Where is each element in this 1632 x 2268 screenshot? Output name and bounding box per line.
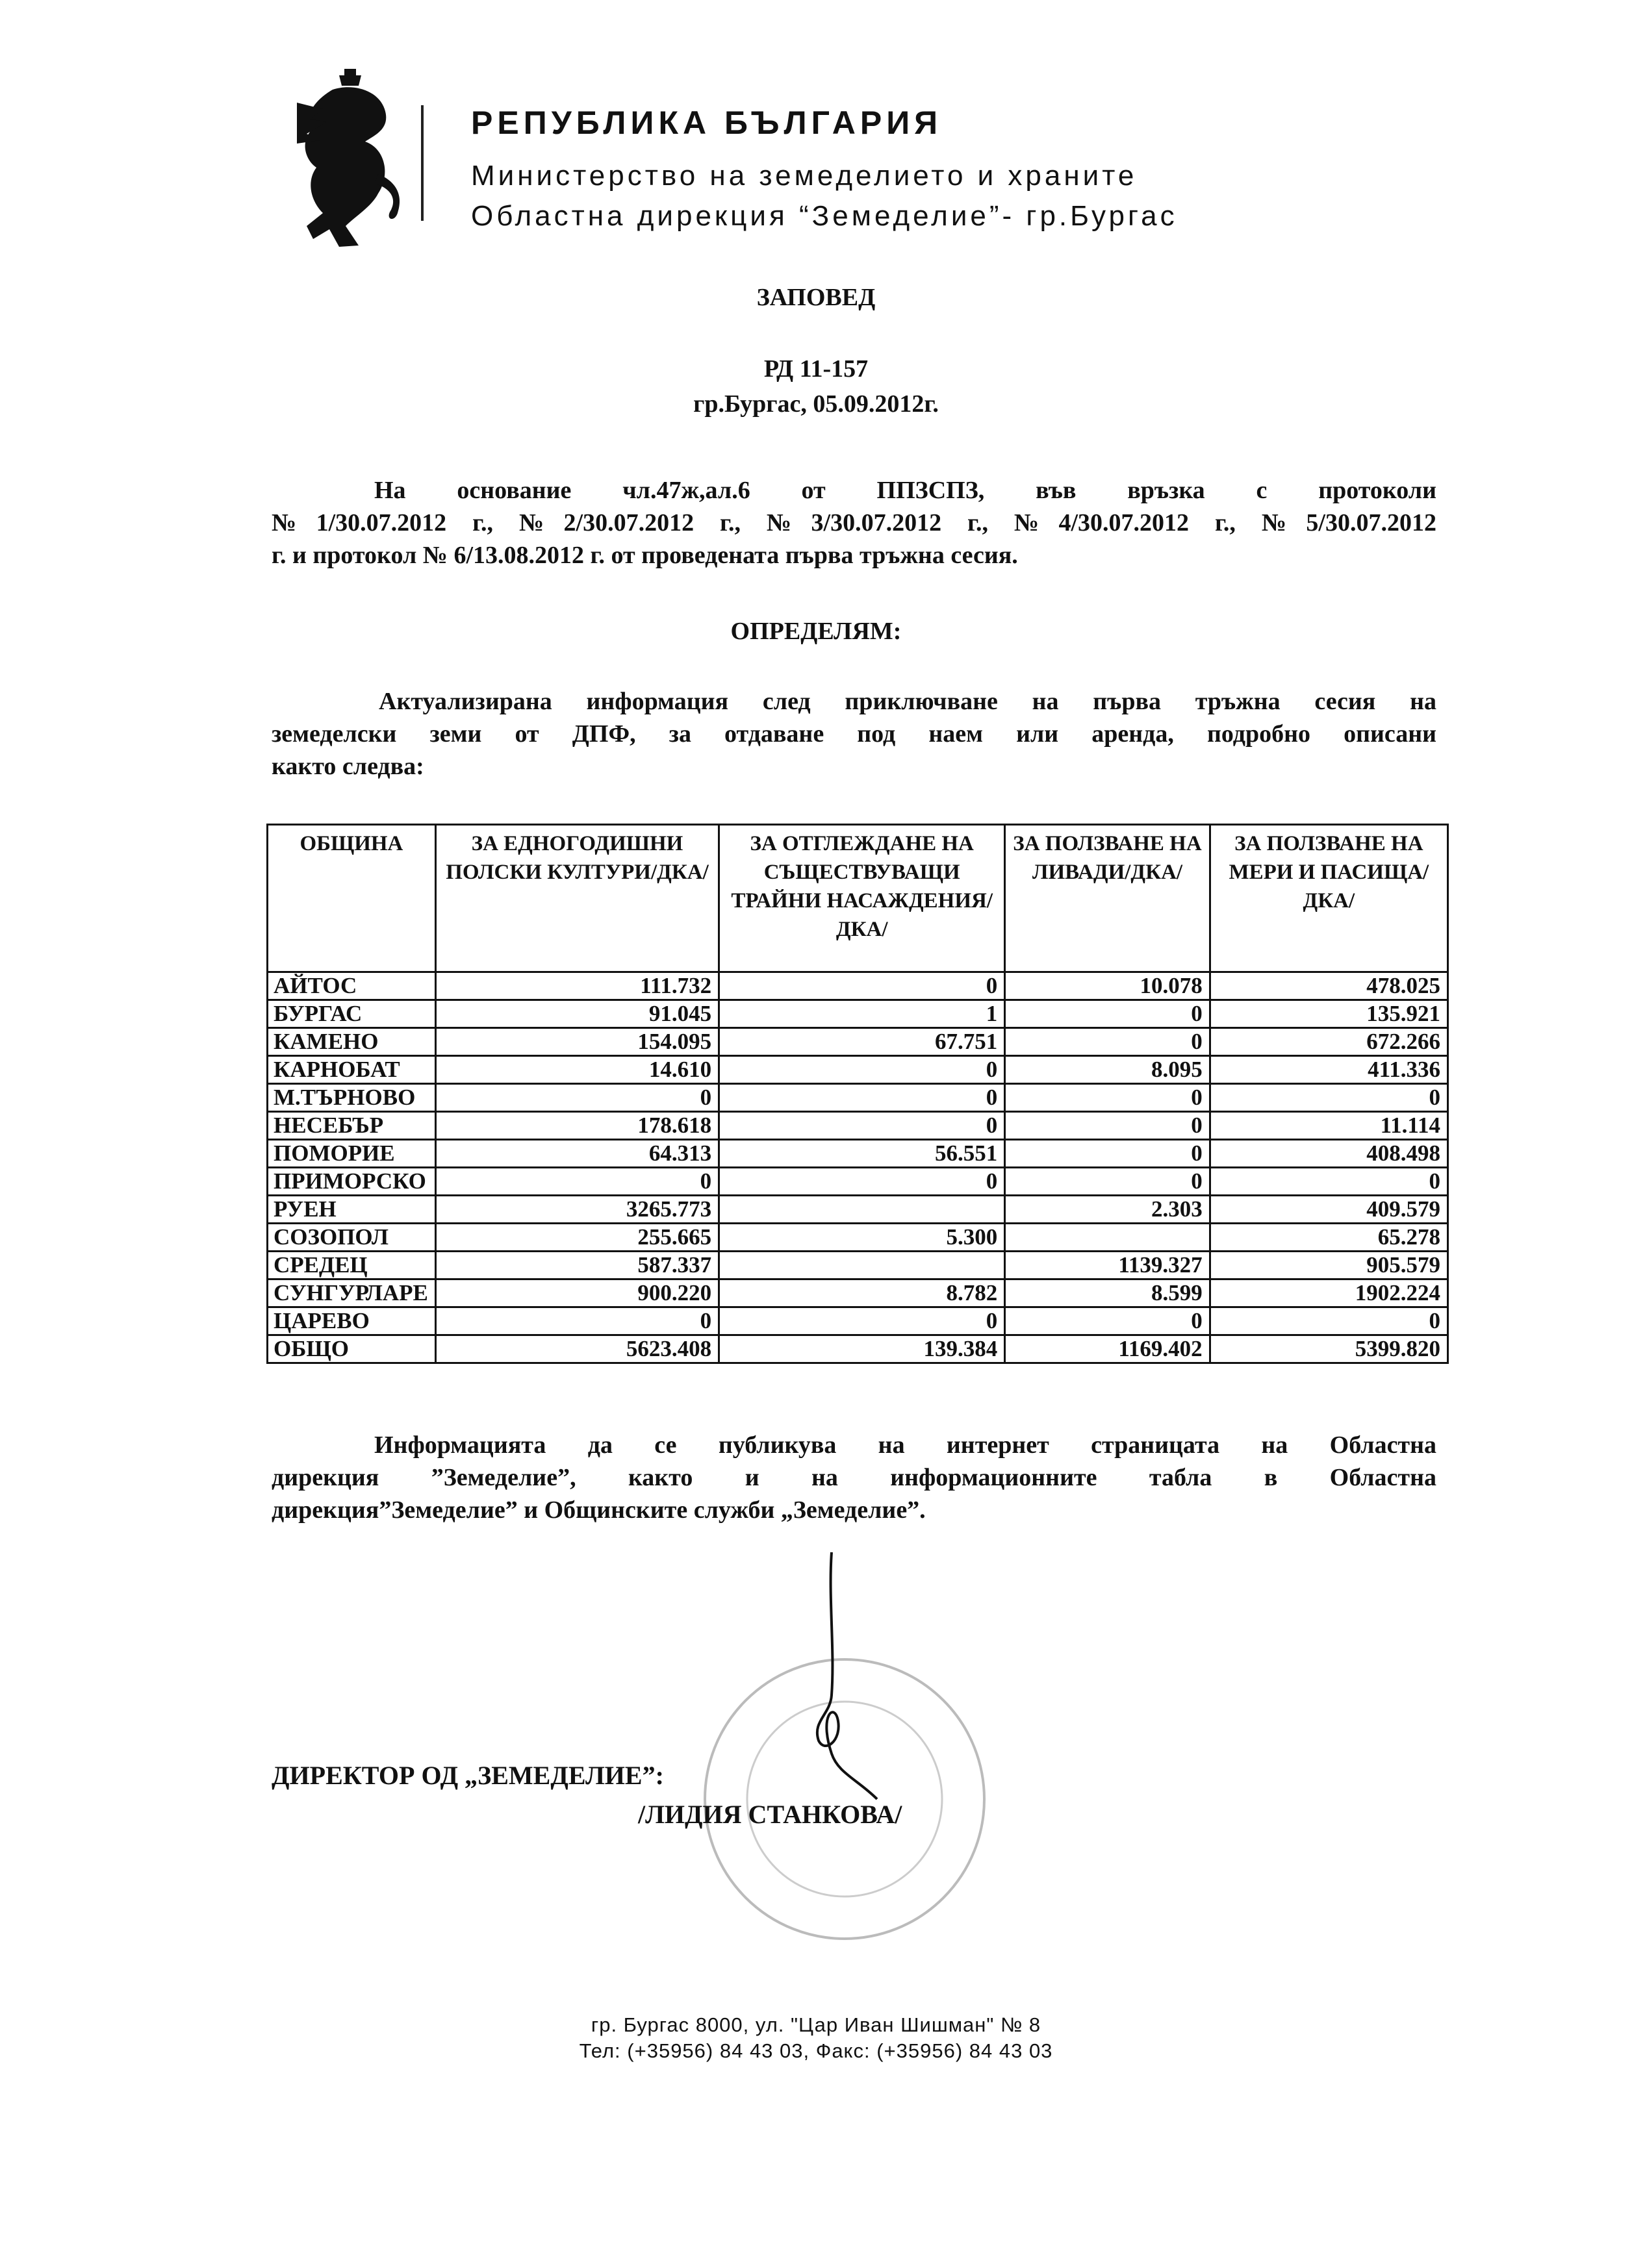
table-row: [268, 1196, 1448, 1224]
table-row: [268, 1000, 1448, 1028]
area-cell: 10.078: [1005, 972, 1210, 1000]
column-header: ЗА ПОЛЗВАНЕ НА МЕРИ И ПАСИЩА/ДКА/: [1210, 825, 1447, 972]
area-cell: 0: [719, 1168, 1005, 1196]
municipality-cell: СУНГУРЛАРЕ: [268, 1279, 436, 1307]
area-cell: 8.782: [719, 1279, 1005, 1307]
table-row: [268, 972, 1448, 1000]
table-row: [268, 1168, 1448, 1196]
area-cell: 91.045: [435, 1000, 719, 1028]
basis-paragraph: [272, 474, 1436, 572]
area-cell: 0: [719, 1056, 1005, 1084]
municipality-cell: КАМЕНО: [268, 1028, 436, 1056]
area-cell: 67.751: [719, 1028, 1005, 1056]
land-allocation-table: [266, 824, 1449, 1364]
area-cell: 0: [719, 1112, 1005, 1140]
area-cell: 672.266: [1210, 1028, 1447, 1056]
column-header: ЗА ЕДНОГОДИШНИ ПОЛСКИ КУЛТУРИ/ДКА/: [435, 825, 719, 972]
area-cell: 409.579: [1210, 1196, 1447, 1224]
paragraph-line: Актуализирана информация след приключване на първа тръжна сесия на: [379, 688, 1436, 715]
table-row: [268, 1252, 1448, 1279]
area-cell: 8.599: [1005, 1279, 1210, 1307]
paragraph-line: дирекция ”Земеделие”, както и на информационните табла в Областна: [272, 1464, 1436, 1491]
municipality-cell: М.ТЪРНОВО: [268, 1084, 436, 1112]
table-row: [268, 1335, 1448, 1363]
publish-paragraph: [272, 1429, 1436, 1526]
order-title: ЗАПОВЕД: [756, 284, 876, 311]
area-cell: 5623.408: [435, 1335, 719, 1363]
area-cell: 2.303: [1005, 1196, 1210, 1224]
area-cell: 408.498: [1210, 1140, 1447, 1168]
municipality-cell: КАРНОБАТ: [268, 1056, 436, 1084]
order-number: РД 11-157: [763, 355, 869, 383]
header-divider: [421, 105, 424, 221]
area-cell: 0: [1210, 1084, 1447, 1112]
area-cell: 587.337: [435, 1252, 719, 1279]
area-cell: 0: [435, 1307, 719, 1335]
area-cell: 0: [1005, 1168, 1210, 1196]
area-cell: 0: [1005, 1028, 1210, 1056]
determine-heading: ОПРЕДЕЛЯМ:: [730, 618, 902, 645]
municipality-cell: РУЕН: [268, 1196, 436, 1224]
area-cell: 0: [1005, 1307, 1210, 1335]
area-cell: 8.095: [1005, 1056, 1210, 1084]
ministry-name: Министерство на земеделието и храните: [471, 160, 1138, 192]
municipality-cell: ОБЩО: [268, 1335, 436, 1363]
area-cell: 3265.773: [435, 1196, 719, 1224]
handwritten-signature: [780, 1546, 910, 1819]
area-cell: [1005, 1224, 1210, 1252]
paragraph-line: Информацията да се публикува на интернет страницата на Областна: [374, 1431, 1436, 1459]
table-row: [268, 1028, 1448, 1056]
area-cell: 0: [719, 1307, 1005, 1335]
municipality-cell: БУРГАС: [268, 1000, 436, 1028]
municipality-cell: СОЗОПОЛ: [268, 1224, 436, 1252]
paragraph-line: г. и протокол № 6/13.08.2012 г. от проведената първа тръжна сесия.: [272, 542, 1018, 569]
table-row: [268, 1084, 1448, 1112]
area-cell: 0: [1005, 1140, 1210, 1168]
area-cell: 56.551: [719, 1140, 1005, 1168]
area-cell: 1: [719, 1000, 1005, 1028]
area-cell: 255.665: [435, 1224, 719, 1252]
table-row: [268, 1112, 1448, 1140]
table-header-row: [268, 825, 1448, 972]
municipality-cell: ПОМОРИЕ: [268, 1140, 436, 1168]
table-body: [268, 972, 1448, 1363]
area-cell: [719, 1252, 1005, 1279]
signature-title: ДИРЕКТОР ОД „ЗЕМЕДЕЛИЕ”:: [272, 1761, 664, 1790]
footer-phone: Тел: (+35956) 84 43 03, Факс: (+35956) 84 43 03: [579, 2039, 1053, 2062]
area-cell: [719, 1196, 1005, 1224]
area-cell: 1902.224: [1210, 1279, 1447, 1307]
area-cell: 0: [1005, 1112, 1210, 1140]
municipality-cell: СРЕДЕЦ: [268, 1252, 436, 1279]
area-cell: 1169.402: [1005, 1335, 1210, 1363]
directorate-name: Областна дирекция “Земеделие”- гр.Бургас: [471, 200, 1178, 232]
area-cell: 905.579: [1210, 1252, 1447, 1279]
area-cell: 900.220: [435, 1279, 719, 1307]
paragraph-line: земеделски земи от ДПФ, за отдаване под наем или аренда, подробно описани: [272, 720, 1436, 748]
area-cell: 5399.820: [1210, 1335, 1447, 1363]
area-cell: 0: [1210, 1307, 1447, 1335]
municipality-cell: ПРИМОРСКО: [268, 1168, 436, 1196]
column-header: ЗА ОТГЛЕЖДАНЕ НА СЪЩЕСТВУВАЩИ ТРАЙНИ НАСАЖДЕНИЯ/ДКА/: [719, 825, 1005, 972]
table-row: [268, 1307, 1448, 1335]
area-cell: 64.313: [435, 1140, 719, 1168]
area-cell: 154.095: [435, 1028, 719, 1056]
area-cell: 1139.327: [1005, 1252, 1210, 1279]
area-cell: 139.384: [719, 1335, 1005, 1363]
municipality-cell: НЕСЕБЪР: [268, 1112, 436, 1140]
area-cell: 178.618: [435, 1112, 719, 1140]
area-cell: 14.610: [435, 1056, 719, 1084]
area-cell: 65.278: [1210, 1224, 1447, 1252]
paragraph-line: дирекция”Земеделие” и Общинските служби „Земеделие”.: [272, 1496, 926, 1524]
paragraph-line: №1/30.07.2012 г., №2/30.07.2012 г., №3/30.07.2012 г., №4/30.07.2012 г., №5/30.07.2012: [272, 509, 1436, 536]
municipality-cell: АЙТОС: [268, 972, 436, 1000]
area-cell: 411.336: [1210, 1056, 1447, 1084]
area-cell: 135.921: [1210, 1000, 1447, 1028]
area-cell: 111.732: [435, 972, 719, 1000]
table-row: [268, 1140, 1448, 1168]
signatory-name: /ЛИДИЯ СТАНКОВА/: [638, 1800, 902, 1829]
paragraph-line: На основание чл.47ж,ал.6 от ППЗСПЗ, във връзка с протоколи: [374, 477, 1436, 504]
area-cell: 11.114: [1210, 1112, 1447, 1140]
area-cell: 478.025: [1210, 972, 1447, 1000]
area-cell: 0: [719, 1084, 1005, 1112]
table-row: [268, 1224, 1448, 1252]
paragraph-line: както следва:: [272, 753, 424, 780]
municipality-cell: ЦАРЕВО: [268, 1307, 436, 1335]
area-cell: 0: [1005, 1084, 1210, 1112]
area-cell: 0: [719, 972, 1005, 1000]
table-row: [268, 1279, 1448, 1307]
info-paragraph: [272, 685, 1436, 783]
order-place-date: гр.Бургас, 05.09.2012г.: [693, 390, 939, 418]
area-cell: 5.300: [719, 1224, 1005, 1252]
area-cell: 0: [435, 1084, 719, 1112]
column-header: ОБЩИНА: [268, 825, 436, 972]
column-header: ЗА ПОЛЗВАНЕ НА ЛИВАДИ/ДКА/: [1005, 825, 1210, 972]
area-cell: 0: [435, 1168, 719, 1196]
coat-of-arms-lion-icon: [294, 64, 407, 252]
table-row: [268, 1056, 1448, 1084]
area-cell: 0: [1210, 1168, 1447, 1196]
country-name: РЕПУБЛИКА БЪЛГАРИЯ: [471, 105, 943, 141]
area-cell: 0: [1005, 1000, 1210, 1028]
footer-address: гр. Бургас 8000, ул. "Цар Иван Шишман" № 8: [591, 2013, 1041, 2036]
